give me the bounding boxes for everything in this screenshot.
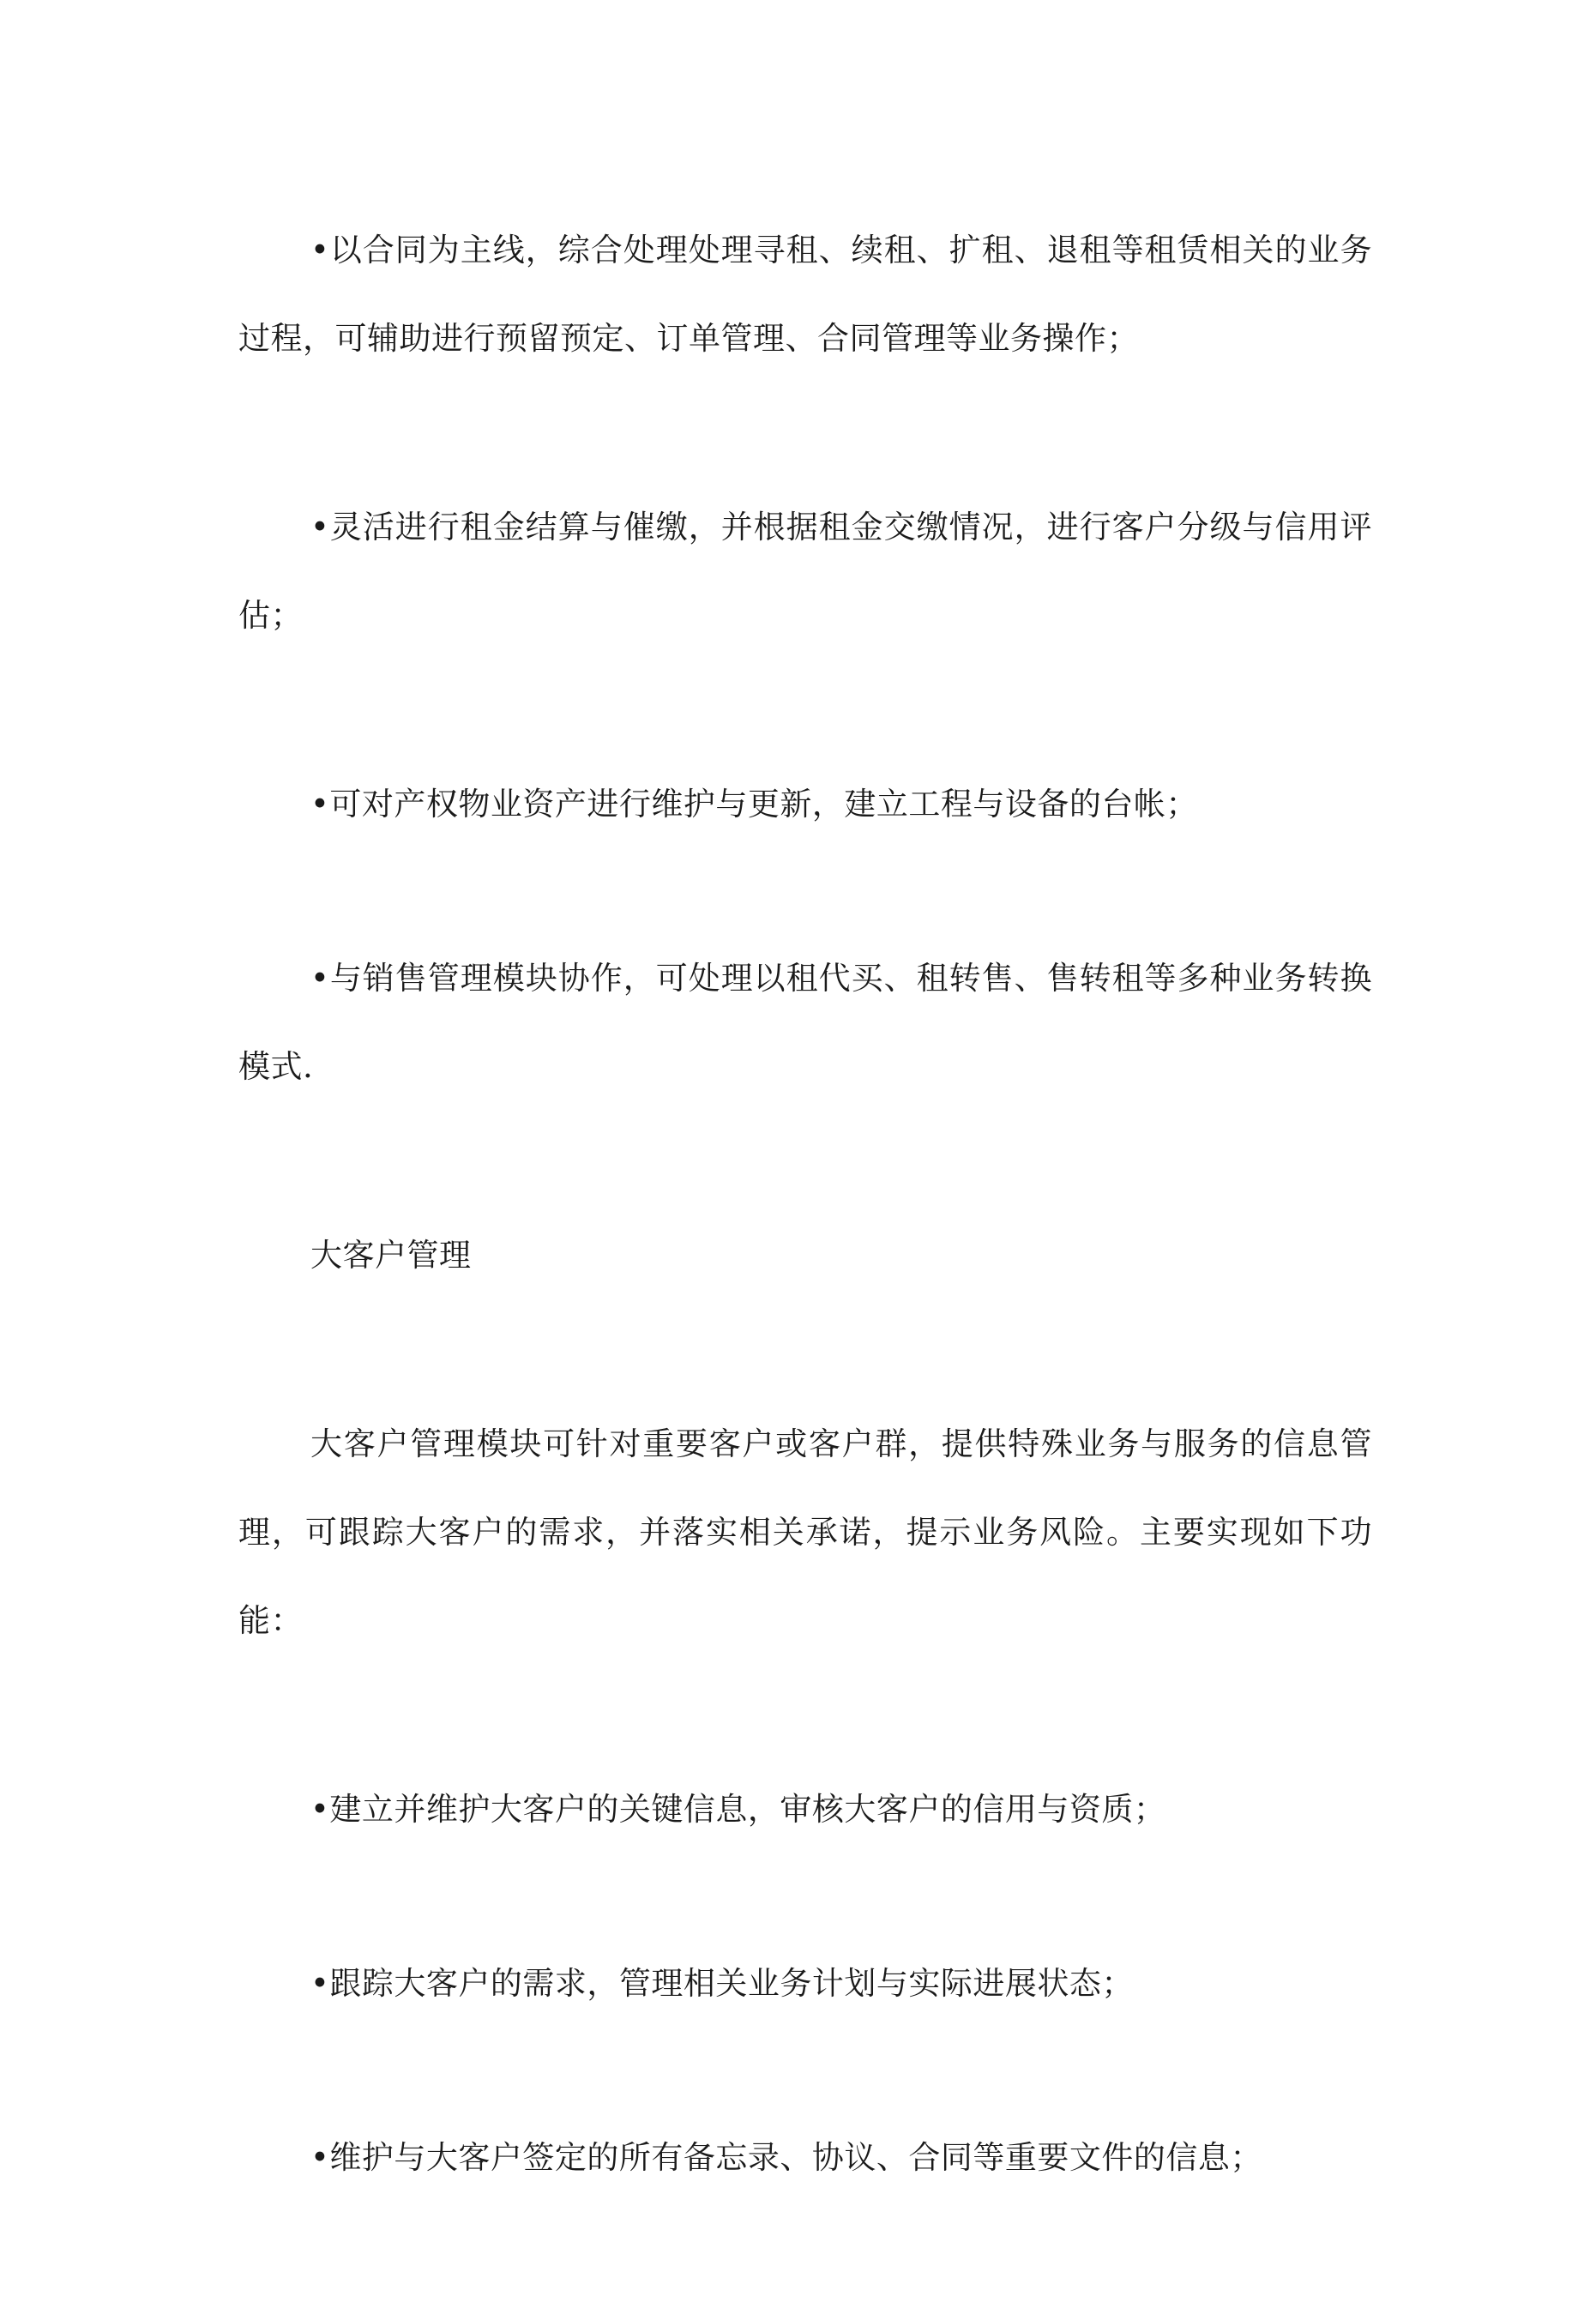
paragraph-track-needs-bullet: •跟踪大客户的需求，管理相关业务计划与实际进展状态； bbox=[310, 1965, 1134, 2002]
document-body bbox=[238, 206, 1372, 2302]
section-heading-key-accounts: 大客户管理 bbox=[310, 1237, 472, 1274]
paragraph-rent-settlement-bullet: •灵活进行租金结算与催缴，并根据租金交缴情况，进行客户分级与信用评估； bbox=[238, 509, 1372, 634]
paragraph-property-assets-bullet: •可对产权物业资产进行维护与更新，建立工程与设备的台帐； bbox=[310, 786, 1198, 823]
paragraph-lease-contract-bullet: •以合同为主线，综合处理处理寻租、续租、扩租、退租等租赁相关的业务过程，可辅助进行预留预定、订单管理、合同管理等业务操作； bbox=[238, 232, 1372, 357]
paragraph-sales-collaboration-bullet: •与销售管理模块协作，可处理以租代买、租转售、售转租等多种业务转换模式. bbox=[238, 960, 1372, 1085]
paragraph-documents-bullet: •维护与大客户签定的所有备忘录、协议、合同等重要文件的信息； bbox=[310, 2139, 1262, 2176]
paragraph-key-accounts-intro: 大客户管理模块可针对重要客户或客户群，提供特殊业务与服务的信息管理，可跟踪大客户的需求，并落实相关承诺，提示业务风险。主要实现如下功能： bbox=[238, 1425, 1372, 1639]
paragraph-key-info-bullet: •建立并维护大客户的关键信息，审核大客户的信用与资质； bbox=[310, 1791, 1166, 1828]
